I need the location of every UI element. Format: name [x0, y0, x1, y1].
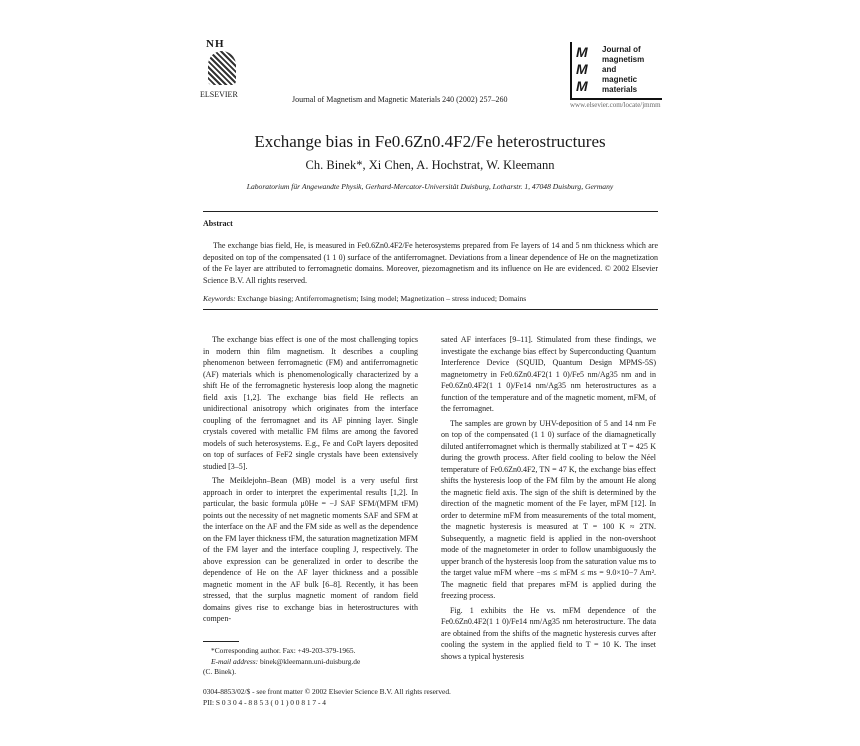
footnote — [203, 646, 418, 678]
paragraph: The Meiklejohn–Bean (MB) model is a very useful first approach in order to interpret the experimental results [1,2]. In particular, the basic formula μ0He = −J SAF SFM/(MFM tFM) points out the necessity of net magnetic moments SAF and SFM at the interface on the AF and the FM side as well as the dependence on the FM layer thickness tFM, the saturation magnetization MFM of the FM layer and the interface coupling J, respectively. The above expression can be generalized in order to describe the dependence of He on the AF layer thickness and a possible magnetic moment in the AF bulk [6–8]. Recently, it has been stressed, that the surplus magnetic moment of random field domains gives rise to exchange bias in heterostructures with compen- — [203, 476, 418, 623]
article-affiliation: Laboratorium für Angewandte Physik, Gerhard-Mercator-Universität Duisburg, Lotharstr. 1, 47048 Duisburg, Germany — [246, 182, 614, 191]
journal-m-icon: M — [576, 61, 588, 77]
article-title: Exchange bias in Fe0.6Zn0.4F2/Fe heterostructures — [254, 132, 606, 151]
publisher-name: ELSEVIER — [200, 90, 238, 99]
paragraph: Fig. 1 exhibits the He vs. mFM dependence of the Fe0.6Zn0.4F2(1 1 0)/Fe14 nm/Ag35 nm heterostructure. The data are obtained from the shifts of the magnetic hysteresis curves after cooling the system in the applied field to T = 10 K. The inset shows a typical hysteresis — [441, 605, 656, 661]
keywords-list: Exchange biasing; Antiferromagnetism; Ising model; Magnetization – stress induced; Domains — [237, 294, 527, 303]
keywords-line — [203, 294, 658, 303]
journal-logo-line: magnetism — [602, 55, 645, 64]
article-authors: Ch. Binek*, Xi Chen, A. Hochstrat, W. Kleemann — [305, 158, 555, 172]
body-column-right — [441, 334, 656, 665]
abstract-bottom-rule — [203, 309, 658, 310]
journal-citation: Journal of Magnetism and Magnetic Materials 240 (2002) 257–260 — [292, 95, 508, 104]
abstract-text: The exchange bias field, He, is measured in Fe0.6Zn0.4F2/Fe heterosystems prepared from Fe layers of 14 and 5 nm thickness which are deposited on top of the compensated (1 1 0) surface of the antiferromagnet. Deviations from a linear dependence of He on the magnetization of the Fe layer are attributed to ferromagnetic domains. Moreover, piezomagnetism and its influence on He are evidenced. © 2002 Elsevier Science B.V. All rights reserved. — [203, 241, 658, 285]
email-label: E-mail address: — [211, 656, 259, 666]
paragraph: sated AF interfaces [9–11]. Stimulated from these findings, we investigate the exchange bias effect by Superconducting Quantum Interference Device (SQUID, Quantum Design MPMS-5S) magnetometry in Fe0.6Zn0.4F2(1 1 0)/Fe5 nm/Ag35 nm and in Fe0.6Zn0.4F2(1 1 0)/Fe14 nm/Ag35 nm heterostructures as a function of the temperature and of the magnetic moment, mFM, of the ferromagnet. — [441, 335, 656, 413]
elsevier-logo — [198, 38, 246, 102]
journal-logo-line: Journal of — [602, 45, 641, 54]
email-address[interactable]: binek@kleemann.uni-duisburg.de — [260, 656, 361, 666]
journal-m-icon: M — [576, 78, 588, 94]
journal-logo — [570, 42, 662, 108]
issn-copyright-line: 0304-8853/02/$ - see front matter © 2002 Elsevier Science B.V. All rights reserved. — [203, 687, 451, 696]
pii-line: PII: S 0 3 0 4 - 8 8 5 3 ( 0 1 ) 0 0 8 1 7 - 4 — [203, 698, 326, 707]
keywords-label: Keywords: — [203, 294, 236, 303]
paragraph: The exchange bias effect is one of the most challenging topics in modern thin film magnetism. It describes a coupling phenomenon between ferromagnetic (FM) and antiferromagnetic (AF) materials which is phenomenologically characterized by a shift He of the ferromagnetic hysteresis loop along the magnetic field axis [1,2]. The exchange bias field He reflects an unidirectional anisotropy which originates from the interface coupling of the ferromagnet and its AF pinning layer. Single crystals covered with metallic FM films are among the favored models of such heterosystems. E.g., Fe and CoPt layers deposited on top of surfaces of FeF2 single crystals have been extensively studied [3–5]. — [203, 335, 418, 471]
journal-logo-line: and — [602, 65, 617, 74]
corresponding-author-note: *Corresponding author. Fax: +49-203-379-1965. — [211, 646, 356, 655]
body-column-left — [203, 334, 418, 628]
paragraph: The samples are grown by UHV-deposition of 5 and 14 nm Fe on top of the compensated (1 1 0) surface of the diamagnetically diluted antiferromagnet which is thermally stabilized at T = 425 K during the growth process. After field cooling to below the Néel temperature of Fe0.6Zn0.4F2, TN = 47 K, the exchange bias effect shifts the hysteresis loop of the FM film by the amount He along the magnetic field axis. The sign of the shift is determined by the direction of the magnetic moment of the Fe layer, mFM [12]. In order to determine mFM from measurements of the total moment, the magnetic hysteresis is measured at T = 100 K ≈ 2TN. Subsequently, a magnetic field is applied in the non-overshoot mode of the magnetometer in order to follow unambiguously the upper branch of the hysteresis loop from the saturation value ms to the target value mFM where −ms ≤ mFM ≤ ms = 9.0×10−7 Am². The magnetic field that prepares mFM is applied during the freezing process. — [441, 418, 656, 600]
copyright-footer — [203, 686, 451, 708]
author-name-note: (C. Binek). — [203, 667, 237, 676]
footnote-rule — [203, 641, 239, 642]
abstract-top-rule — [203, 211, 658, 212]
journal-logo-line: materials — [602, 85, 638, 94]
email-line — [203, 657, 418, 668]
journal-logo-line: magnetic — [602, 75, 638, 84]
publisher-mark: NH — [206, 38, 225, 50]
journal-url[interactable]: www.elsevier.com/locate/jmmm — [570, 101, 661, 109]
journal-m-icon: M — [576, 44, 588, 60]
abstract-heading: Abstract — [203, 219, 233, 228]
tree-emblem-icon — [208, 51, 236, 85]
